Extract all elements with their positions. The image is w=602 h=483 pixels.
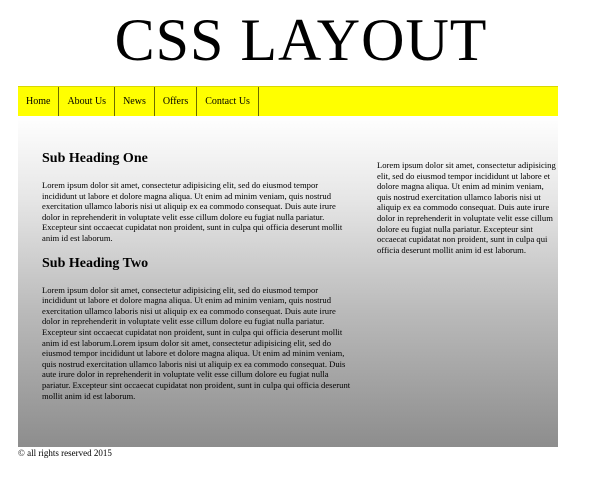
- footer-copyright: © all rights reserved 2015: [18, 448, 112, 458]
- nav-item-news[interactable]: News: [115, 87, 155, 116]
- nav-item-offers[interactable]: Offers: [155, 87, 197, 116]
- nav-item-home[interactable]: Home: [18, 87, 59, 116]
- sidebar-text: Lorem ipsum dolor sit amet, consectetur adipisicing elit, sed do eiusmod tempor incididunt ut labore et dolore magna aliqua. Ut enim ad minim veniam, quis nostrud exercitation ullamco laboris nisi ut aliquip ex ea commodo consequat. Duis aute irure dolor in reprehenderit in voluptate velit esse cillum dolore eu fugiat nulla pariatur. Excepteur sint occaecat cupidatat non proident, sunt in culpa qui officia deserunt mollit anim id est laborum.: [377, 160, 556, 255]
- sub-heading-two: Sub Heading Two: [42, 255, 149, 271]
- main-nav: [18, 86, 558, 116]
- main-column: [42, 150, 354, 412]
- sub-heading-one: Sub Heading One: [42, 151, 148, 166]
- section-one-text: Lorem ipsum dolor sit amet, consectetur adipisicing elit, sed do eiusmod tempor incididunt ut labore et dolore magna aliqua. Ut enim ad minim veniam, quis nostrud exercitation ullamco laboris nisi ut aliquip ex ea commodo consequat. Duis aute irure dolor in reprehenderit in voluptate velit esse cillum dolore eu fugiat nulla pariatur. Excepteur sint occaecat cupidatat non proident, sunt in culpa qui officia deserunt mollit anim id est laborum.: [42, 180, 343, 243]
- content-area: [18, 116, 558, 447]
- sidebar-column: [377, 160, 557, 266]
- nav-item-contact-us[interactable]: Contact Us: [197, 87, 259, 116]
- site-title: CSS LAYOUT: [114, 7, 488, 73]
- nav-list: [18, 87, 558, 116]
- nav-item-about-us[interactable]: About Us: [59, 87, 115, 116]
- section-two-text: Lorem ipsum dolor sit amet, consectetur adipisicing elit, sed do eiusmod tempor incididunt ut labore et dolore magna aliqua. Ut enim ad minim veniam, quis nostrud exercitation ullamco laboris nisi ut aliquip ex ea commodo consequat. Duis aute irure dolor in reprehenderit in voluptate velit esse cillum dolore eu fugiat nulla pariatur. Excepteur sint occaecat cupidatat non proident, sunt in culpa qui officia deserunt mollit anim id est laborum.Lorem ipsum dolor sit amet, consectetur adipisicing elit, sed do eiusmod tempor incididunt ut labore et dolore magna aliqua. Ut enim ad minim veniam, quis nostrud exercitation ullamco laboris nisi ut aliquip ex ea commodo consequat. Duis aute irure dolor in reprehenderit in voluptate velit esse cillum dolore eu fugiat nulla pariatur. Excepteur sint occaecat cupidatat non proident, sunt in culpa qui officia deserunt mollit anim id est laborum.: [42, 284, 351, 401]
